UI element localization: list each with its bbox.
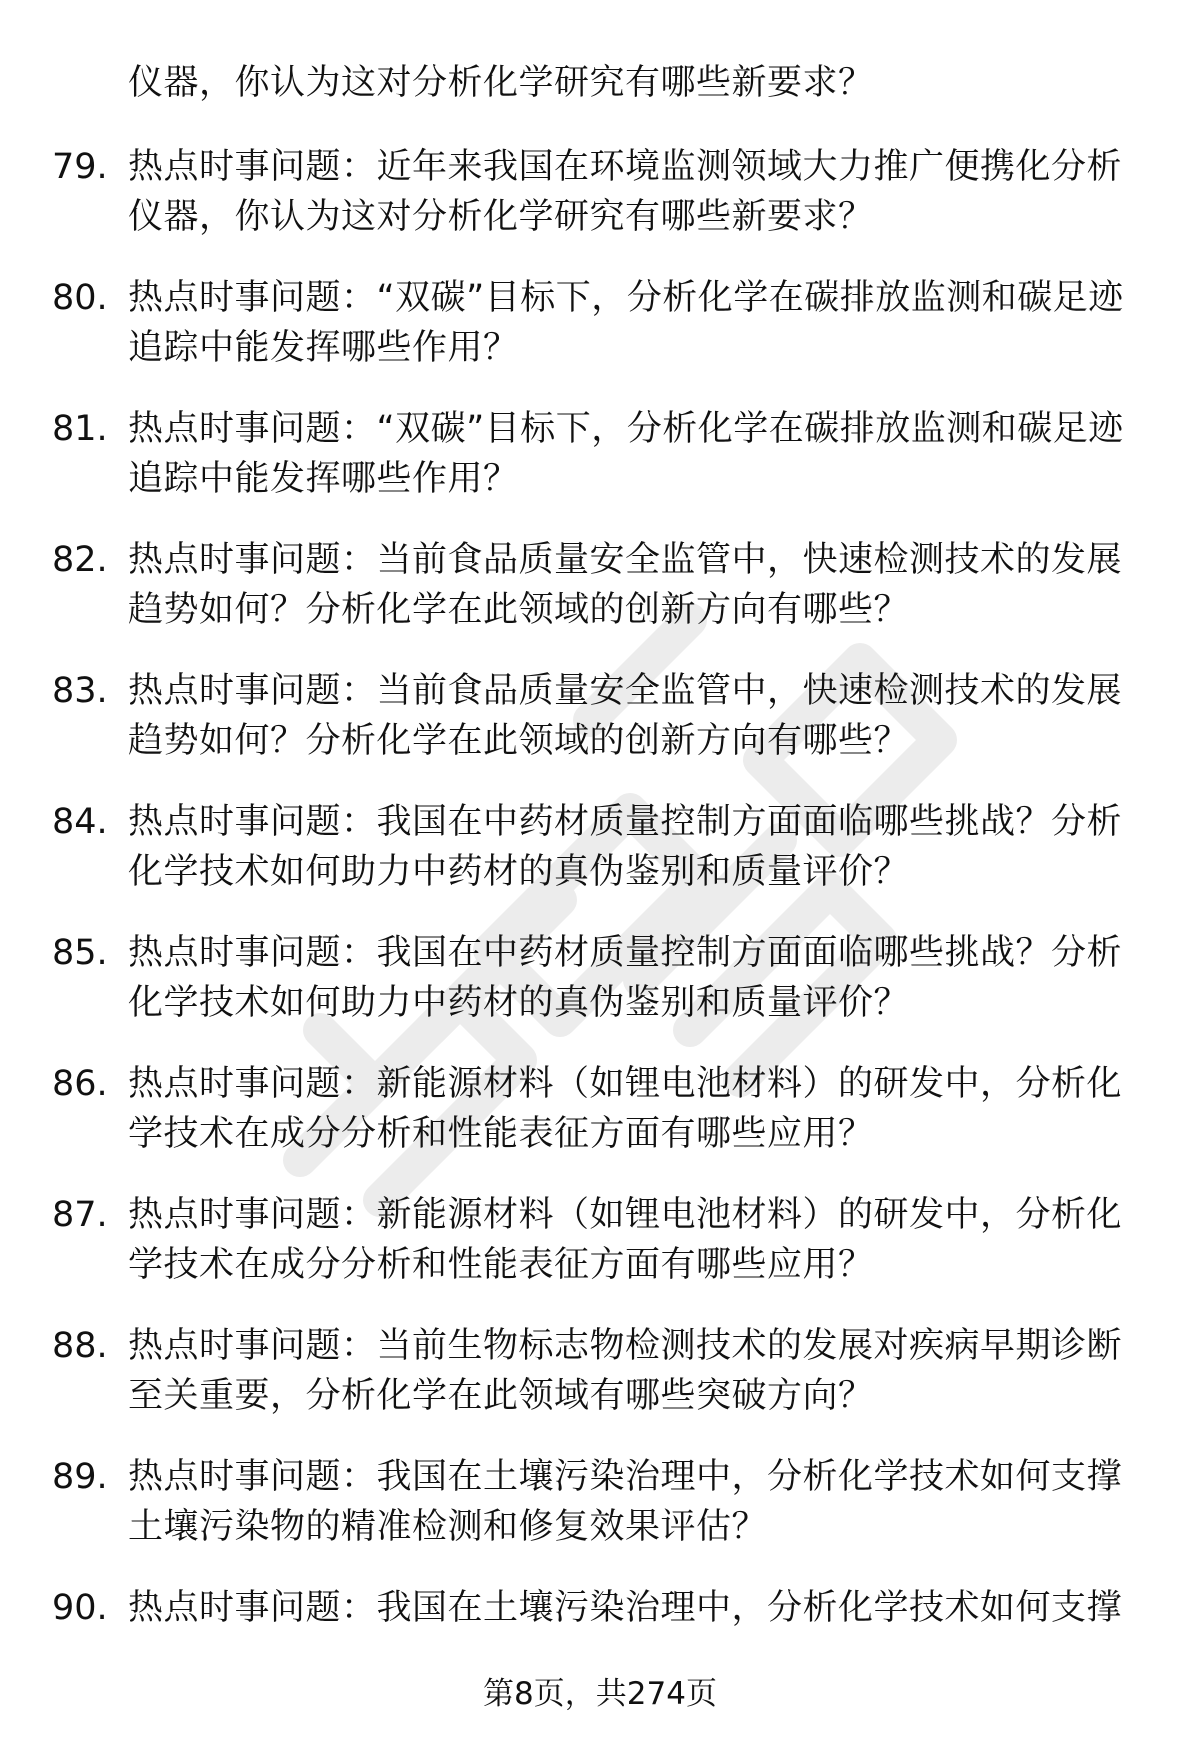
question-number: 85. bbox=[52, 933, 108, 973]
question-text: 热点时事问题：新能源材料（如锂电池材料）的研发中，分析化学技术在成分分析和性能表征方面有哪些应用？ bbox=[128, 1195, 1123, 1285]
question-text: 热点时事问题：我国在中药材质量控制方面面临哪些挑战？分析化学技术如何助力中药材的真伪鉴别和质量评价？ bbox=[128, 802, 1123, 892]
continued-question-text: 仪器，你认为这对分析化学研究有哪些新要求？ bbox=[128, 63, 874, 103]
question-number: 81. bbox=[52, 409, 108, 449]
question-text: 热点时事问题：我国在中药材质量控制方面面临哪些挑战？分析化学技术如何助力中药材的真伪鉴别和质量评价？ bbox=[128, 933, 1123, 1023]
question-item bbox=[0, 273, 1200, 404]
question-number: 86. bbox=[52, 1064, 108, 1104]
question-number: 87. bbox=[52, 1195, 108, 1235]
question-item bbox=[0, 1059, 1200, 1190]
question-number: 80. bbox=[52, 278, 108, 318]
question-text: 热点时事问题：当前生物标志物检测技术的发展对疾病早期诊断至关重要，分析化学在此领域有哪些突破方向？ bbox=[128, 1326, 1123, 1416]
question-item bbox=[0, 404, 1200, 535]
question-number: 84. bbox=[52, 802, 108, 842]
question-number: 82. bbox=[52, 540, 108, 580]
question-text: 热点时事问题：当前食品质量安全监管中，快速检测技术的发展趋势如何？分析化学在此领域的创新方向有哪些？ bbox=[128, 540, 1123, 630]
question-text: 热点时事问题：当前食品质量安全监管中，快速检测技术的发展趋势如何？分析化学在此领域的创新方向有哪些？ bbox=[128, 671, 1123, 761]
question-item bbox=[0, 928, 1200, 1059]
question-number: 90. bbox=[52, 1588, 108, 1628]
question-text: 热点时事问题：“双碳”目标下，分析化学在碳排放监测和碳足迹追踪中能发挥哪些作用？ bbox=[128, 278, 1124, 368]
question-text: 热点时事问题：近年来我国在环境监测领域大力推广便携化分析仪器，你认为这对分析化学研究有哪些新要求？ bbox=[128, 147, 1123, 237]
question-number: 89. bbox=[52, 1457, 108, 1497]
question-list bbox=[0, 142, 1200, 1714]
question-text: 热点时事问题：我国在土壤污染治理中，分析化学技术如何支撑 bbox=[128, 1588, 1123, 1628]
question-item bbox=[0, 797, 1200, 928]
page-number-footer: 第8页，共274页 bbox=[483, 1676, 717, 1712]
question-number: 79. bbox=[52, 147, 108, 187]
question-text: 热点时事问题：“双碳”目标下，分析化学在碳排放监测和碳足迹追踪中能发挥哪些作用？ bbox=[128, 409, 1124, 499]
question-item bbox=[0, 1190, 1200, 1321]
question-number: 83. bbox=[52, 671, 108, 711]
question-item bbox=[0, 666, 1200, 797]
question-item bbox=[0, 1321, 1200, 1452]
question-item bbox=[0, 535, 1200, 666]
question-item bbox=[0, 142, 1200, 273]
question-text: 热点时事问题：我国在土壤污染治理中，分析化学技术如何支撑土壤污染物的精准检测和修复效果评估？ bbox=[128, 1457, 1123, 1547]
question-text: 热点时事问题：新能源材料（如锂电池材料）的研发中，分析化学技术在成分分析和性能表征方面有哪些应用？ bbox=[128, 1064, 1123, 1154]
question-item bbox=[0, 1452, 1200, 1583]
question-number: 88. bbox=[52, 1326, 108, 1366]
